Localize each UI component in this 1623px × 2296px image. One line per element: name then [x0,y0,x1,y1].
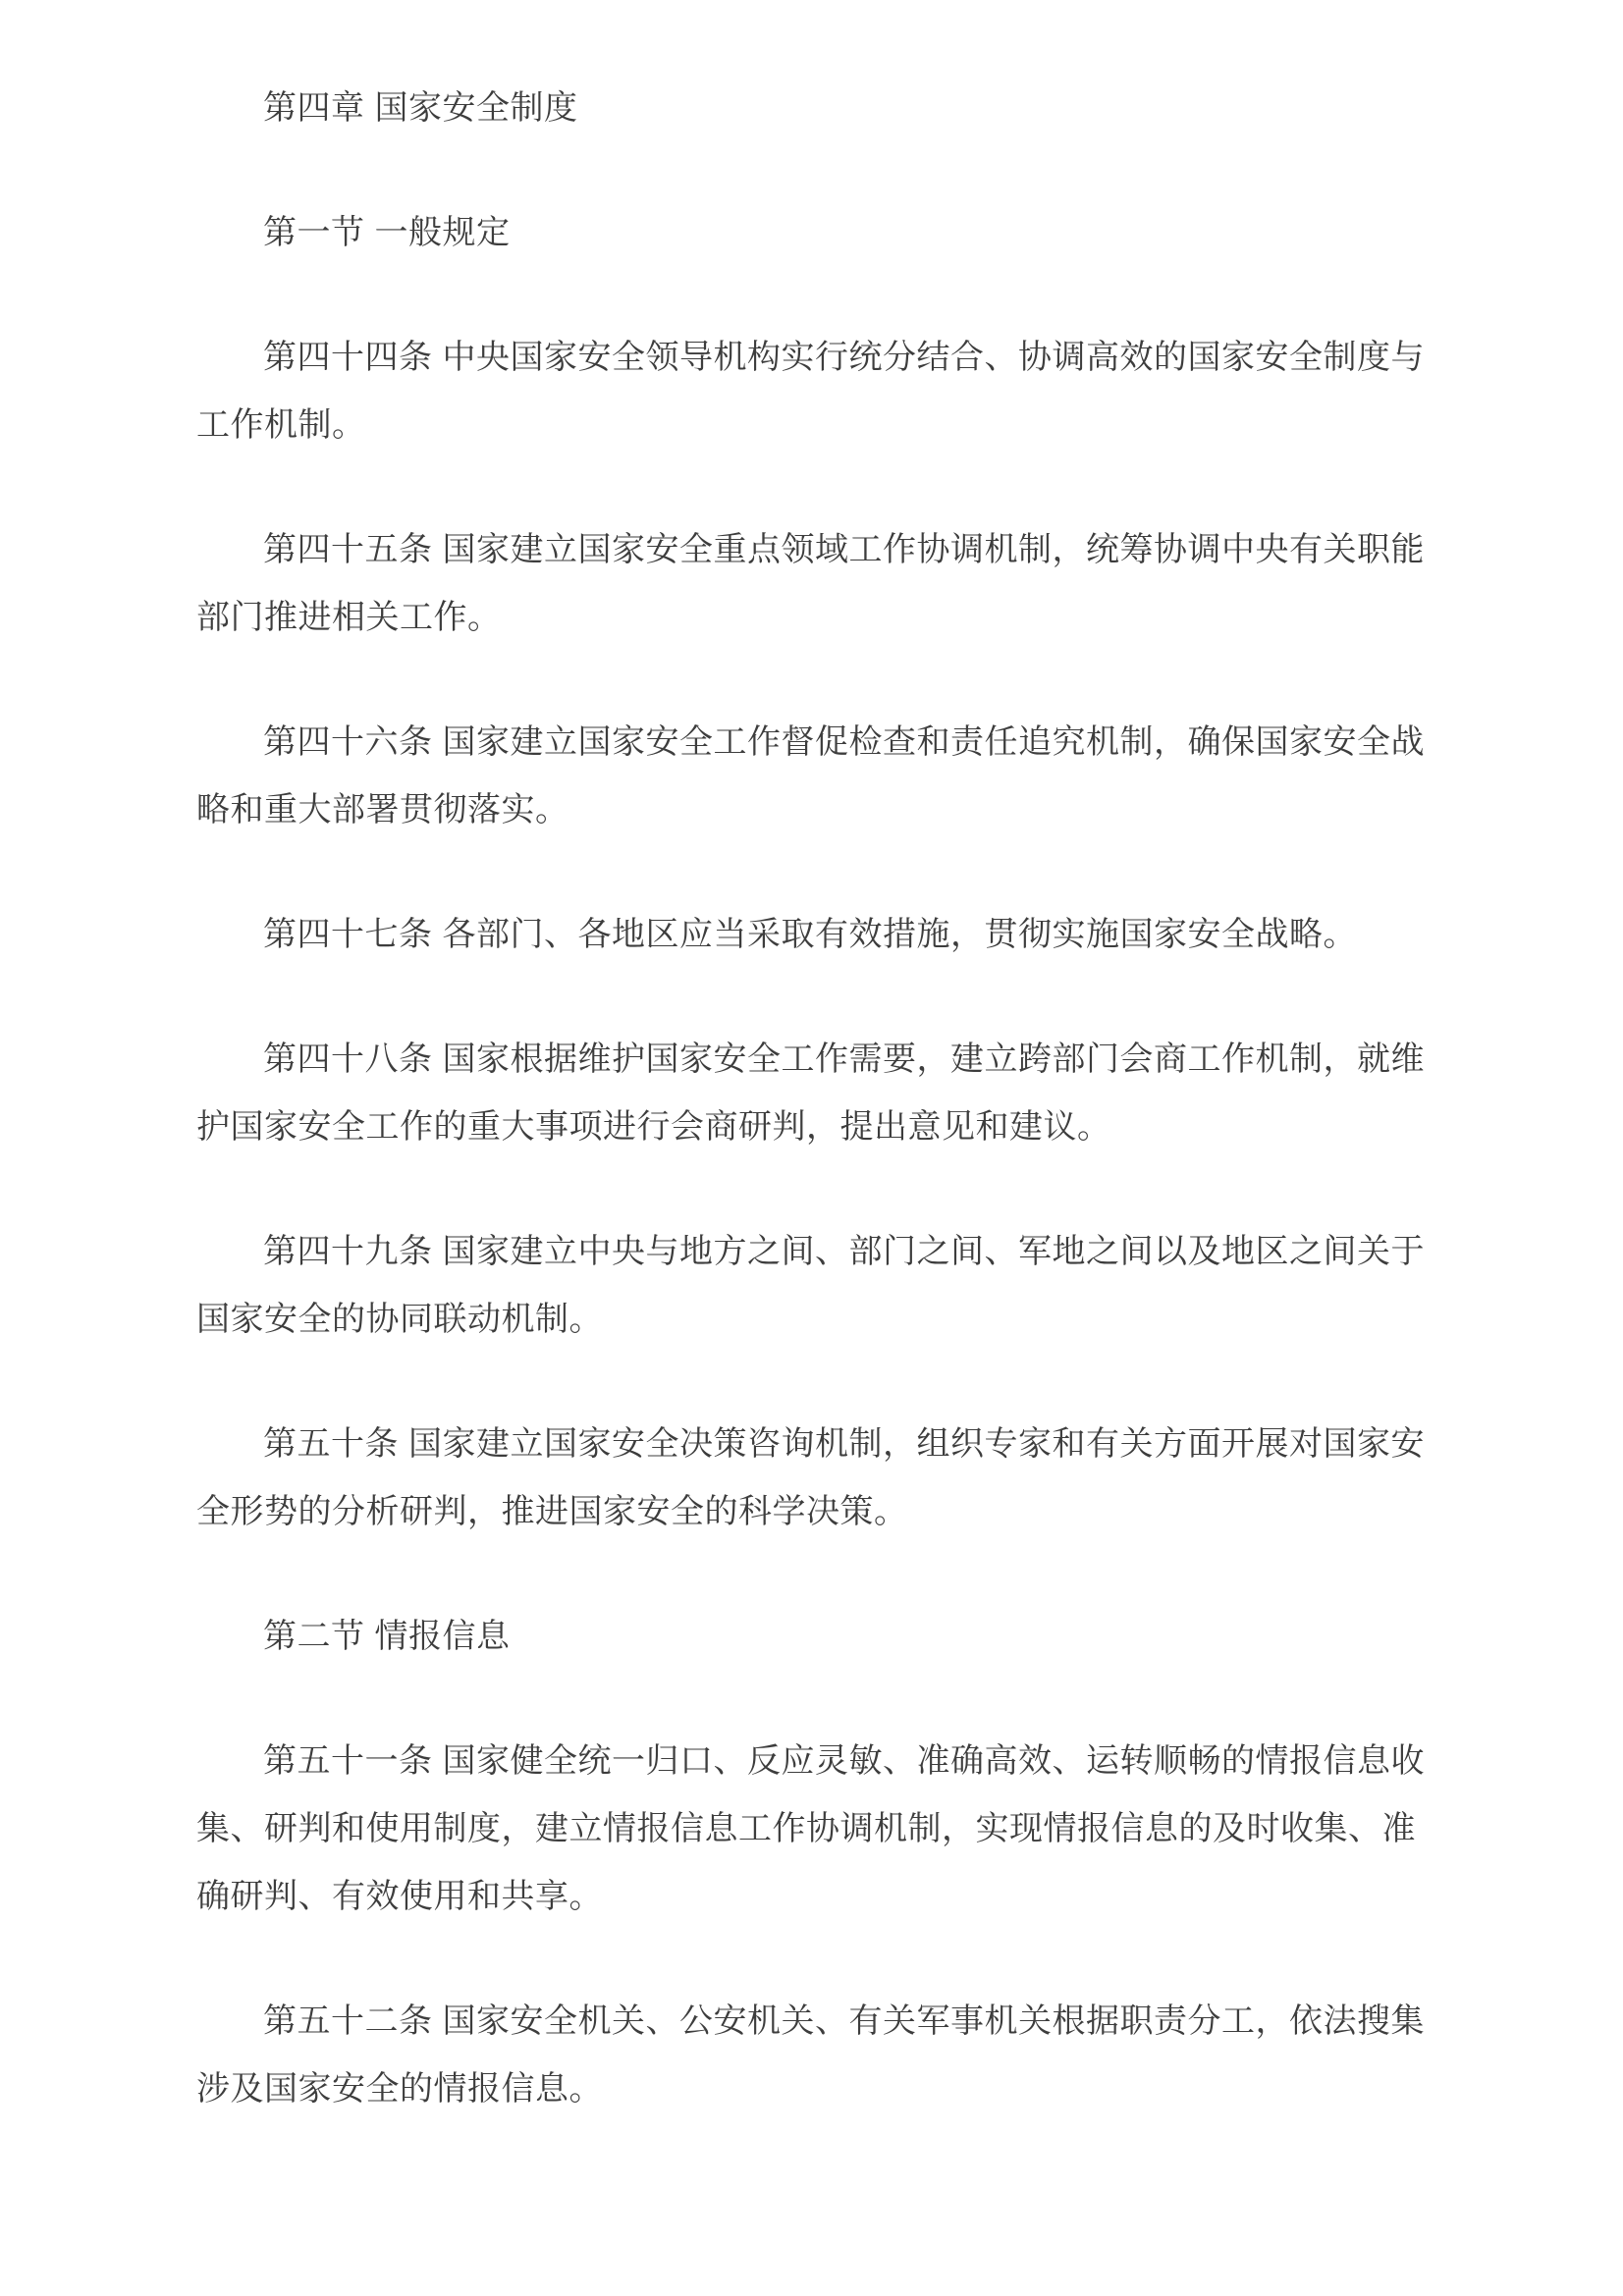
article-48 [196,1026,1427,1161]
text-line: 第四十六条 国家建立国家安全工作督促检查和责任追究机制，确保国家安全战 [263,723,1425,761]
article-46 [196,709,1427,844]
text-line: 第四十七条 各部门、各地区应当采取有效措施，贯彻实施国家安全战略。 [263,916,1357,953]
text-line: 护国家安全工作的重大事项进行会商研判，提出意见和建议。 [196,1108,1111,1146]
text-line: 第五十条 国家建立国家安全决策咨询机制，组织专家和有关方面开展对国家安 [263,1425,1425,1463]
text-line: 第五十一条 国家健全统一归口、反应灵敏、准确高效、运转顺畅的情报信息收 [263,1742,1425,1780]
text-line: 第五十二条 国家安全机关、公安机关、有关军事机关根据职责分工，依法搜集 [263,2002,1425,2040]
article-50 [196,1411,1427,1546]
article-52 [196,1988,1427,2123]
article-44 [196,324,1427,459]
article-51 [196,1728,1427,1931]
text-line: 全形势的分析研判，推进国家安全的科学决策。 [196,1493,908,1530]
article-49 [196,1218,1427,1354]
text-line: 部门推进相关工作。 [196,599,502,636]
text-line: 第四十九条 国家建立中央与地方之间、部门之间、军地之间以及地区之间关于 [263,1233,1425,1270]
text-line: 第四十八条 国家根据维护国家安全工作需要，建立跨部门会商工作机制，就维 [263,1041,1425,1078]
text-line: 国家安全的协同联动机制。 [196,1301,603,1338]
section-heading [196,1603,1427,1671]
text-line: 第四十五条 国家建立国家安全重点领域工作协调机制，统筹协调中央有关职能 [263,531,1425,568]
section-heading-text: 第一节 一般规定 [263,214,511,251]
chapter-heading [196,75,1427,142]
text-line: 工作机制。 [196,406,366,444]
text-line: 集、研判和使用制度，建立情报信息工作协调机制，实现情报信息的及时收集、准 [196,1810,1416,1847]
text-line: 略和重大部署贯彻落实。 [196,791,569,828]
section-heading-text: 第二节 情报信息 [263,1618,511,1655]
article-45 [196,516,1427,652]
text-line: 确研判、有效使用和共享。 [196,1878,603,1915]
text-line: 涉及国家安全的情报信息。 [196,2070,603,2108]
chapter-heading-text: 第四章 国家安全制度 [263,89,578,127]
section-heading [196,199,1427,267]
text-line: 第四十四条 中央国家安全领导机构实行统分结合、协调高效的国家安全制度与 [263,339,1425,376]
article-47 [196,901,1427,969]
